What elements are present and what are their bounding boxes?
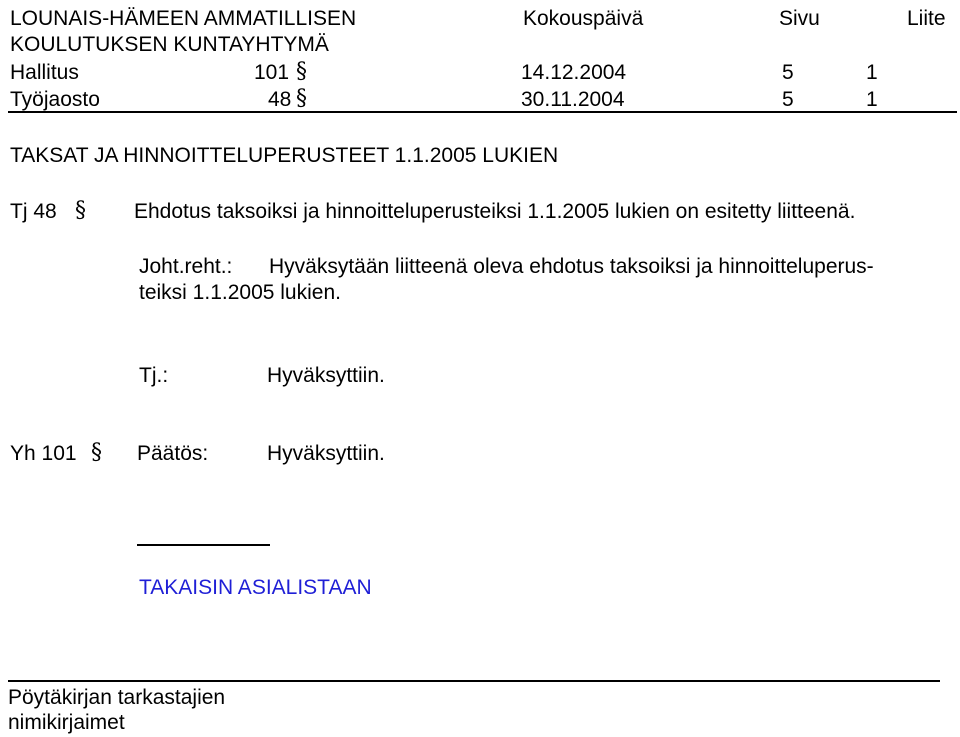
attachment-header: Liite: [907, 7, 946, 30]
meeting-date: 30.11.2004: [521, 88, 625, 111]
header-divider: [8, 111, 957, 113]
tj-decision-label: Tj.:: [139, 364, 169, 387]
section-sign-icon: §: [296, 86, 307, 111]
page-number: 5: [782, 88, 794, 111]
meeting-date-header: Kokouspäivä: [523, 7, 644, 30]
attachment-number: 1: [866, 61, 878, 84]
joht-text-line1: Hyväksytään liitteenä oleva ehdotus taksoiksi ja hinnoitteluperus-: [269, 255, 874, 278]
section-number: 101: [254, 61, 290, 84]
separator-rule: [137, 544, 270, 546]
joht-label: Joht.reht.:: [139, 255, 233, 278]
section-sign-icon: §: [75, 198, 86, 223]
section-number: 48: [268, 88, 292, 111]
org-name-line2: KOULUTUKSEN KUNTAYHTYMÄ: [10, 33, 329, 56]
page-number: 5: [782, 61, 794, 84]
section-sign-icon: §: [296, 59, 307, 84]
footer-line2: nimikirjaimet: [8, 711, 125, 734]
body-name: Hallitus: [10, 61, 79, 84]
attachment-number: 1: [866, 88, 878, 111]
footer-line1: Pöytäkirjan tarkastajien: [8, 686, 226, 709]
footer-divider: [8, 680, 940, 682]
meeting-date: 14.12.2004: [521, 61, 627, 84]
page-title: TAKSAT JA HINNOITTELUPERUSTEET 1.1.2005 LUKIEN: [10, 144, 559, 167]
tj-decision: Hyväksyttiin.: [267, 364, 385, 387]
body-name: Työjaosto: [10, 88, 100, 111]
yh-decision: Hyväksyttiin.: [267, 442, 385, 465]
proposal-text: Ehdotus taksoiksi ja hinnoitteluperusteiksi 1.1.2005 lukien on esitetty liitteenä.: [134, 200, 856, 223]
page-header: Sivu: [779, 7, 820, 30]
section-sign-icon: §: [91, 440, 102, 465]
yh-decision-label: Päätös:: [137, 442, 209, 465]
tj-reference: Tj 48: [10, 200, 57, 223]
joht-text-line2: teiksi 1.1.2005 lukien.: [139, 281, 341, 304]
back-to-agenda-link[interactable]: TAKAISIN ASIALISTAAN: [139, 576, 372, 599]
yh-reference: Yh 101: [10, 442, 77, 465]
org-name-line1: LOUNAIS-HÄMEEN AMMATILLISEN: [10, 7, 357, 30]
